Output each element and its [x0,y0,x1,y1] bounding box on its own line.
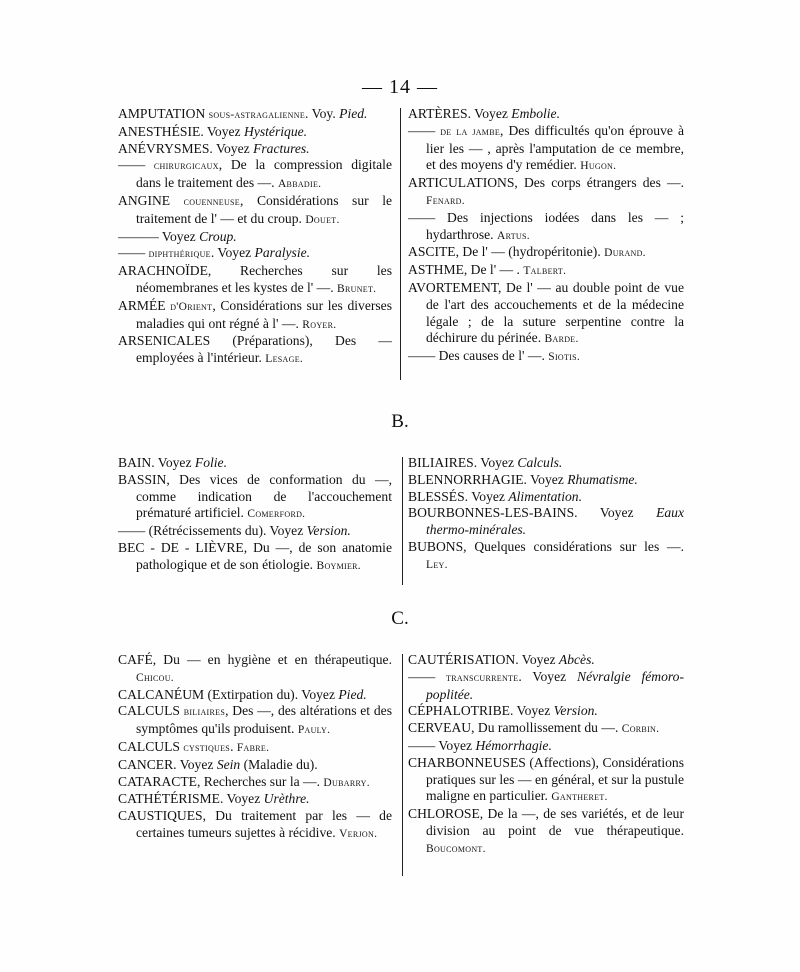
italic-reference: Pied. [339,106,368,121]
entry-text: ARACHNOÏDE, Recherches sur les néomembranes et les kystes de l' —. [118,263,392,295]
left-column [118,455,392,575]
entry-text: ASCITE, De l' — (hydropéritonie). [408,244,605,260]
column-divider [402,457,403,585]
index-entry [118,791,392,808]
small-caps-text: sous-astragalienne [208,109,306,121]
index-entry [408,505,684,539]
section-letter-c: C. [391,608,409,629]
small-caps-text: biliaires [183,706,226,719]
italic-reference: Pied. [338,686,367,702]
small-caps-text: Fabre. [236,741,270,754]
column-divider [400,108,401,380]
entry-text: BAIN. Voyez [118,455,195,470]
entry-text: —— Voyez [408,737,476,753]
small-caps-text: Dubarry. [323,776,370,789]
right-column [408,652,684,858]
entry-text: . [230,738,237,754]
entry-text: —— [408,668,447,684]
index-entry [408,489,684,506]
index-entry [118,703,392,739]
page-number: — 14 — [362,76,438,98]
entry-text: BASSIN, Des vices de conformation du —, comme indication de l'accouchement prématuré artificiel. [118,471,392,521]
entry-text: —— Des injections iodées dans les — ; hydarthrose. [408,209,684,242]
index-entry [118,245,392,263]
index-entry [118,774,392,792]
small-caps-text: chirurgicaux [153,160,219,173]
entry-text: BOURBONNES-LES-BAINS. Voyez [408,505,657,521]
small-caps-text: Hugon. [580,160,617,173]
index-entry [408,244,684,262]
small-caps-text: Talbert. [523,265,567,278]
small-caps-text: cystiques [183,741,231,754]
index-entry [118,652,392,687]
entry-text: ANGINE [118,192,184,208]
entry-text: BLESSÉS. Voyez [408,488,509,504]
entry-text: CATHÉTÉRISME. Voyez [118,791,264,807]
entry-text: CÉPHALOTRIBE. Voyez [408,703,554,719]
index-entry [408,175,684,210]
section-c [0,652,800,882]
entry-text: , Des —, des altérations et des symptômes qu'ils produisent. [136,703,392,737]
index-entry [408,210,684,245]
index-entry [408,472,684,489]
index-entry [118,229,392,246]
small-caps-text: Comerford. [247,508,306,521]
italic-reference: Folie. [194,455,227,470]
entry-text: ——— Voyez [118,228,200,244]
small-caps-text: diphthérique [148,248,211,261]
index-entry [118,472,392,523]
entry-text: . Voyez [518,668,577,684]
entry-text: BILIAIRES. Voyez [408,455,518,470]
entry-text: CHLOROSE, De la —, de ses variétés, et de leur division au point de vue thérapeutique. [408,806,684,838]
index-entry [408,348,684,366]
index-entry [118,540,392,575]
small-caps-text: Brunet. [337,282,377,295]
entry-text: ASTHME, De l' — . [408,262,524,278]
index-entry [408,262,684,280]
small-caps-text: Fenard. [426,194,465,207]
italic-reference: Fractures. [253,140,310,156]
entry-text: CALCULS [118,703,184,719]
small-caps-text: Corbin. [621,723,660,736]
index-entry [408,455,684,472]
index-entry [408,106,684,123]
index-entry [118,141,392,158]
section-b [0,455,800,595]
entry-text: —— [118,245,149,261]
left-column [118,106,392,368]
italic-reference: Rhumatisme. [567,471,638,487]
entry-text: CHARBONNEUSES (Affections), Considérations pratiques sur les — en général, et sur la pustule maligne en particulier. [408,754,684,804]
small-caps-text: Artus. [496,229,530,242]
entry-text: CATARACTE, Recherches sur la —. [118,773,324,789]
italic-reference: Hémorrhagie. [475,737,552,753]
index-entry [408,652,684,669]
italic-reference: Embolie. [511,106,560,121]
index-entry [408,806,684,857]
italic-reference: Eaux thermo-minérales. [426,505,684,538]
italic-reference: Alimentation. [508,488,582,504]
entry-text: CAUTÉRISATION. Voyez [408,652,559,667]
small-caps-text: d'Orient [170,300,213,313]
entry-text: CAFÉ, Du — en hygiène et en thérapeutique. [118,652,392,667]
right-column [408,455,684,574]
entry-text: —— [408,122,441,138]
small-caps-text: transcurrente [446,671,519,684]
index-entry [118,757,392,774]
entry-text: CALCULS [118,738,184,754]
index-entry [118,124,392,141]
entry-text: . Voy. [305,106,340,121]
index-entry [118,106,392,124]
entry-text: —— [118,157,154,173]
small-caps-text: Douet. [305,213,340,226]
index-entry [408,720,684,738]
italic-reference: Névralgie fémoro-poplitée. [426,668,684,702]
index-entry [118,687,392,704]
entry-text: BUBONS, Quelques considérations sur les —. [408,538,684,554]
small-caps-text: Verjon. [339,827,378,840]
entry-text: , Des difficultés qu'on éprouve à lier les — , après l'amputation de ce membre, et des moyens d'y remédier. [426,122,684,173]
small-caps-text: couenneuse [183,195,240,208]
entry-text: BLENNORRHAGIE. Voyez [408,471,568,487]
index-entry [408,669,684,704]
entry-text: CALCANÉUM (Extirpation du). Voyez [118,686,339,702]
italic-reference: Abcès. [558,652,595,667]
italic-reference: Version. [306,523,351,539]
entry-text: (Maladie du). [240,756,318,772]
right-column [408,106,684,366]
entry-text: ARMÉE [118,297,171,313]
italic-reference: Version. [553,703,598,719]
small-caps-text: Barde. [544,333,579,346]
entry-text: —— (Rétrécissements du). Voyez [118,523,307,539]
italic-reference: Urèthre. [263,791,310,807]
index-entry [408,123,684,175]
index-entry [408,703,684,720]
small-caps-text: Pauly. [297,724,331,737]
italic-reference: Paralysie. [254,245,311,261]
entry-text: ARSENICALES (Préparations), Des — employées à l'intérieur. [118,333,392,366]
index-entry [118,298,392,334]
italic-reference: Sein [216,756,241,772]
small-caps-text: Ley. [426,558,448,571]
index-entry [118,808,392,843]
index-entry [408,280,684,348]
small-caps-text: Abbadie. [277,178,322,191]
small-caps-text: Siotis. [548,351,581,364]
index-entry [408,738,684,755]
index-entry [408,755,684,806]
index-entry [118,157,392,193]
italic-reference: Calculs. [517,455,563,470]
index-entry [118,455,392,472]
entry-text: , Considérations sur le traitement de l' — et du croup. [136,192,393,226]
entry-text: ANÉVRYSMES. Voyez [118,140,254,156]
column-divider [402,654,403,876]
entry-text: AVORTEMENT, De l' — au double point de vue de l'art des accouchements et de la médecine légale ; de la suture serpentine contre la déchirure du périnée. [408,279,684,346]
small-caps-text: Boucomont. [426,842,486,855]
small-caps-text: Boymier. [316,559,361,572]
small-caps-text: Lesage. [265,353,304,366]
small-caps-text: Chicou. [136,671,174,684]
index-entry [118,263,392,298]
entry-text: ANESTHÉSIE. Voyez [118,123,244,139]
entry-text: ARTÈRES. Voyez [408,106,512,121]
index-entry [118,523,392,540]
entry-text: CANCER. Voyez [118,756,217,772]
index-entry [118,333,392,368]
italic-reference: Hystérique. [244,123,308,139]
index-entry [408,539,684,574]
small-caps-text: Durand. [604,247,646,260]
small-caps-text: Royer. [302,318,337,331]
small-caps-text: de la jambe [440,125,501,138]
entry-text: BEC - DE - LIÈVRE, Du —, de son anatomie pathologique et de son étiologie. [118,539,392,572]
entry-text: ARTICULATIONS, Des corps étrangers des —. [408,175,684,191]
entry-text: . Voyez [210,245,255,261]
left-column [118,652,392,843]
entry-text: AMPUTATION [118,106,209,121]
entry-text: —— Des causes de l' —. [408,348,549,364]
index-entry [118,193,392,229]
entry-text: , Considérations sur les diverses maladies qui ont régné à l' —. [136,297,392,331]
entry-text: CAUSTIQUES, Du traitement par les — de certaines tumeurs sujettes à récidive. [118,808,392,840]
italic-reference: Croup. [199,228,237,244]
section-letter-b: B. [391,411,409,432]
small-caps-text: Gantheret. [551,791,608,804]
entry-text: , De la compression digitale dans le traitement des —. [136,157,392,191]
section-a [0,106,800,386]
index-entry [118,739,392,757]
entry-text: CERVEAU, Du ramollissement du —. [408,720,622,736]
